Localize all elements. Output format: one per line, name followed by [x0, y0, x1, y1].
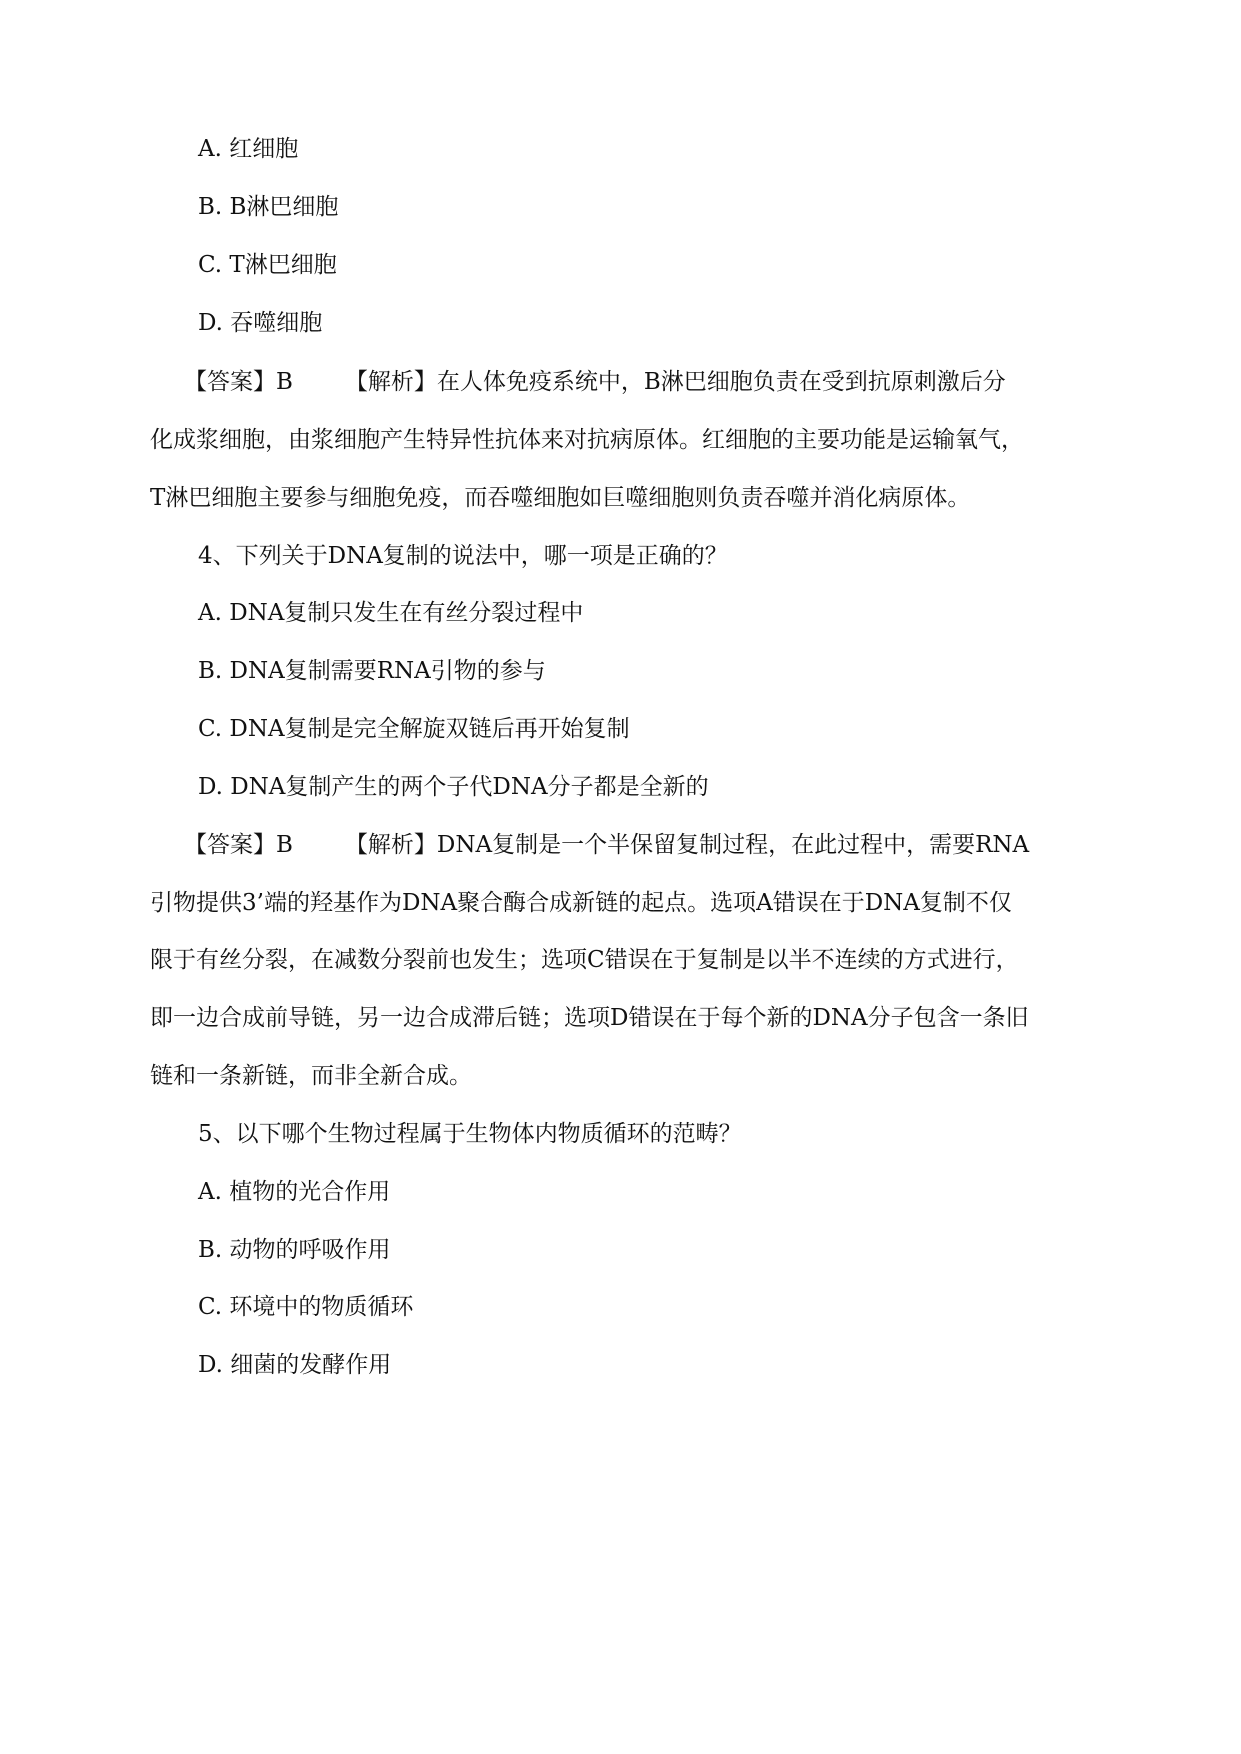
q3-option-a: A. 红细胞: [198, 136, 299, 162]
q5-option-d: D. 细菌的发酵作用: [198, 1352, 392, 1378]
q4-option-b: B. DNA复制需要RNA引物的参与: [198, 658, 546, 684]
q3-option-b: B. B淋巴细胞: [198, 194, 339, 220]
q3-analysis-line-2: 化成浆细胞，由浆细胞产生特异性抗体来对抗病原体。红细胞的主要功能是运输氧气，: [150, 427, 1024, 453]
q4-analysis-line-2: 引物提供3’端的羟基作为DNA聚合酶合成新链的起点。选项A错误在于DNA复制不仅: [150, 890, 1012, 916]
q3-answer-label: 【答案】B: [184, 369, 293, 395]
q4-answer-label: 【答案】B: [184, 832, 293, 858]
q5-question: 5、以下哪个生物过程属于生物体内物质循环的范畴？: [198, 1121, 742, 1147]
q5-option-b: B. 动物的呼吸作用: [198, 1237, 391, 1263]
q4-option-c: C. DNA复制是完全解旋双链后再开始复制: [198, 716, 630, 742]
q3-option-d: D. 吞噬细胞: [198, 310, 323, 336]
q4-analysis-line-1: 【解析】DNA复制是一个半保留复制过程，在此过程中，需要RNA: [344, 832, 1030, 858]
q5-option-a: A. 植物的光合作用: [198, 1179, 391, 1205]
q3-answer-line: [184, 366, 1144, 398]
q4-analysis-line-4: 即一边合成前导链，另一边合成滞后链；选项D错误在于每个新的DNA分子包含一条旧: [150, 1005, 1029, 1031]
q4-analysis-line-5: 链和一条新链，而非全新合成。: [150, 1063, 472, 1089]
q5-option-c: C. 环境中的物质循环: [198, 1294, 414, 1320]
q3-analysis-line-1: 【解析】在人体免疫系统中，B淋巴细胞负责在受到抗原刺激后分: [344, 369, 1006, 395]
q3-analysis-line-3: T淋巴细胞主要参与细胞免疫，而吞噬细胞如巨噬细胞则负责吞噬并消化病原体。: [150, 485, 971, 511]
q4-answer-line: [184, 829, 1144, 861]
q4-question: 4、下列关于DNA复制的说法中，哪一项是正确的？: [198, 543, 728, 569]
q4-option-d: D. DNA复制产生的两个子代DNA分子都是全新的: [198, 774, 709, 800]
q4-analysis-line-3: 限于有丝分裂，在减数分裂前也发生；选项C错误在于复制是以半不连续的方式进行，: [150, 947, 1019, 973]
q3-option-c: C. T淋巴细胞: [198, 252, 337, 278]
q4-option-a: A. DNA复制只发生在有丝分裂过程中: [198, 600, 584, 626]
